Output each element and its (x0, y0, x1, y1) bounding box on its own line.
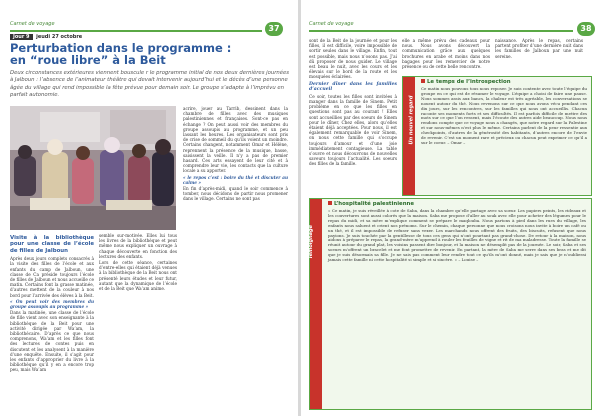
title-line-2: en “roue libre” à la Beit (10, 53, 166, 67)
left-col-1 (10, 233, 94, 374)
page-header: Carnet de voyage (10, 21, 55, 27)
left-col-3 (183, 106, 288, 203)
left-page (0, 0, 298, 416)
header-rule (309, 30, 573, 32)
page-number: 37 (265, 22, 283, 36)
photo-illustration (10, 106, 176, 230)
box-tab-label: Témoignage (308, 225, 314, 259)
page-header: Carnet de voyage (309, 21, 354, 27)
day-date: jeudi 27 octobre (36, 34, 83, 40)
paragraph: Après deux jours complets consacrés à la visite des filles de l’école et aux enfants du camp de Jalboun, une classe de Ca préside toujours l’école de filles de Jalboun et nous accueille ce matin. Certains font la grasse matinée, d’autres mettent de la couleur à nos bord pour l’arrivée des élèves à la Beit. (10, 256, 94, 298)
paragraph: Ce soir, toutes les filles sont invitées à manger dans la famille de Sinem. Petit problème en ce que les filles en questions sont pas au courant ! Elles sont accueillies par des soeurs de Sinem pour le dîner, Chez elles, alors qu’elles étaient déjà acceptées. Pour nous, il est également remarquable de voir Sinem, on nous cette famille qui s’occupe toujours d’amour et d’une joie immédiatement contagieuse. La table s’ouvre et nous découvrons de nouvelles saveurs toujours l’actualité. Les soeurs des filles de la famille. (309, 93, 397, 167)
paragraph: acrire, jouer au Tarrib, dessinent dans la chambre de filles avec des musiques palestiniennes et françaises. Sont-ce pas en échange ? On peut aussi voir des membres du groupe assoupis au programme, et un peu lassant les heures. Les organisateurs sont pris de crise de sommeil du qu’ils voient un moindre. Certains changent, notamment Omar et Hélène, reprennent la présence de la musique, basse, saisissent la veille. Il n’y a pas de premier hasard. Ces arts essayent de leur cité et à comprendre leur vie, les contacts que la culture locale a su apporter. (183, 106, 288, 174)
bullet-square-icon (421, 79, 425, 83)
box-body: Ce matin nous pouvons tous nous reposer. Je suis contente avec toute l’équipe du groupe en ce qui est de résumer le voyage. L’équipe a choisi de faire une pause. Nous sommes assis aux bancs, la chaleur est très agréable, les conversations se nouent autour du thé. Nous revenons sur ce que nous avons vécu pendant ces dix jours, sur les rencontres, sur les familles qui nous ont accueillis. Chacun raconte ses moments forts et ses difficultés. Il est parfois difficile de mettre des mots sur ce que l’on ressent, mais l’écoute des autres aide beaucoup. Nous nous rendons compte que ce voyage nous a changés, que notre regard sur la Palestine et sur nous-mêmes n’est plus le même. Certains parlent de la peur ressentie aux checkpoints, d’autres de la générosité des habitants, d’autres encore de l’envie de revenir. C’est un moment rare et précieux ou chacun peut exprimer ce qu’il a sur le coeur. – Omar – (421, 86, 587, 145)
section-heading: Dernier dîner dans les familles d’accueil (309, 81, 397, 93)
classroom-photo (10, 106, 176, 230)
testimony-box (309, 198, 592, 410)
paragraph: Lors de cette séance, certaines d’entre-elles qui étaient déjà venues à la bibliothèque de la Beit nous ont présenté leurs études et leur futur, autant que la dynamique de l’école et de la Beit que Wa’am anime. (99, 260, 177, 292)
section-heading: Visite à la bibliothèque pour une classe de l’école de filles de Jalboun (10, 235, 94, 254)
box-side-tab (310, 199, 322, 409)
bullet-square-icon (328, 201, 332, 205)
paragraph: semble sur-motivée. Elles lui tous les livres de la bibliothèque et peut même nous expliquer un ouvrage à chaque découverte en fonction des lectures des enfants. (99, 233, 177, 259)
article-title (10, 42, 290, 66)
day-label: Jour 9 (10, 34, 33, 40)
box-title: Le temps de l’introspection (421, 79, 511, 85)
title-line-1: Perturbation dans le programme : (10, 41, 232, 55)
right-col-1 (309, 38, 397, 168)
article-lead: Deux circonstances extérieures viennent bouscule r le programme initial de nos deux dernières journées à Jalboun : l’absence de l’animateur théâtre qui devait intervenir aujourd’hui et le décès d’une personne âgée du village qui rend impossible la fête prévue pour demain soir. Le groupe s’adapte à l’imprévu en parfait autonomie. (10, 70, 290, 98)
paragraph: elle a même prévu des cadeaux pour nous. Nous avons découvert la communication grâce aux quelques brochures en arabe et moins dans nos bagages pour les remercier de notre présence ou de cette belle rencontre. (402, 38, 490, 70)
box-side-tab (403, 77, 415, 195)
paragraph: sont de la Beit de la journée et pour les filles, il est difficile, voire impossible de sortir seules dans le village. Enfin, tout est possible, mais nous n’osons pas. J’ai dû proposer de nous guider. Le village est beau le nuit, avec les cours et les élevais sur le bord de la route et les mosquées éclairées. (309, 38, 397, 80)
right-page (301, 0, 600, 416)
paragraph: En fin d’après-midi, quand le soir commence à tomber, nous décidons de partir nous promener dans le village. Certains ne sont pas (183, 186, 288, 202)
box-title: L’hospitalité palestinienne (328, 201, 414, 207)
left-col-2 (99, 233, 177, 292)
introspection-box (402, 76, 592, 196)
header-rule (10, 30, 262, 32)
paragraph: Dans la matinée, une classe de l’école de fille vient avec son enseignante à la bibliothèque de la Beit pour une activité dirigée par Wa’am, la bibliothécaire. D’après ce que nous comprenons, Wa’am et les filles font des lectures de contes puis en discutent et les analysent à la manière d’une enquête. Ensuite, il s’agit pour les enfants d’approprier du livre à la bibliothèque qu’il y en a encore trop peu, mais Wa’am (10, 310, 94, 373)
day-tag (10, 34, 82, 40)
right-col-2 (402, 38, 490, 70)
pull-quote: « On peut voir des membres du groupe assoupis au programme » (10, 298, 94, 310)
pull-quote: « le repos c’est : boire du thé et discuter au calme » (183, 174, 288, 185)
right-col-3 (495, 38, 583, 60)
paragraph: naissance. Après le repas, certains partent profiter d’une dernière nuit dans les familles de Jalboun par une nuit sereine. (495, 38, 583, 59)
box-body: « Ce matin, je suis réveillée à cote de Saba, dans la chambre qu’elle partage avec sa soeur. Les papiers peints, les rideaux et les couvertures sont aussi colorés que la maison. Saba me propose d’aller au souk avec elle pour acheter des légumes pour le repas du midi, et sa mère m’explique comment se prépare le maqlouba. Nous partons à pied dans les rues du village, les enfants nous saluent et crient nos prénoms. Sur le chemin, chaque personne que nous croisons nous invite à boire un café ou un thé, et il est impossible de refuser sans vexer. Les marchands nous offrent des fruits, des biscuits, refusent que nous payions. Je suis touchée par la gentillesse de tous ces gens qui n’ont pourtant pas grand-chose. De retour à la maison, nous aidons à préparer le repas, la grand-mère m’apprend à rouler les feuilles de vigne et rit de ma maladresse. Toute la famille se réunit autour du grand plat, les voisins passent dire bonjour, et la maison ne désemplit pas de la journée. Le soir, Saba et ses soeurs m’offrent un bracelet et me font promettre de revenir. En partant, la mère de Saba me serre dans ses bras et me dit que je suis désormais sa fille. Je ne sais pas comment leur rendre tout ce qu’ils m’ont donné, mais je sais que je n’oublierai jamais cette famille ni cette hospitalité si simple et si sincère. » – Louise – (328, 208, 586, 263)
page-number: 38 (577, 22, 595, 36)
box-tab-label: Un nouvel regard (408, 95, 415, 145)
